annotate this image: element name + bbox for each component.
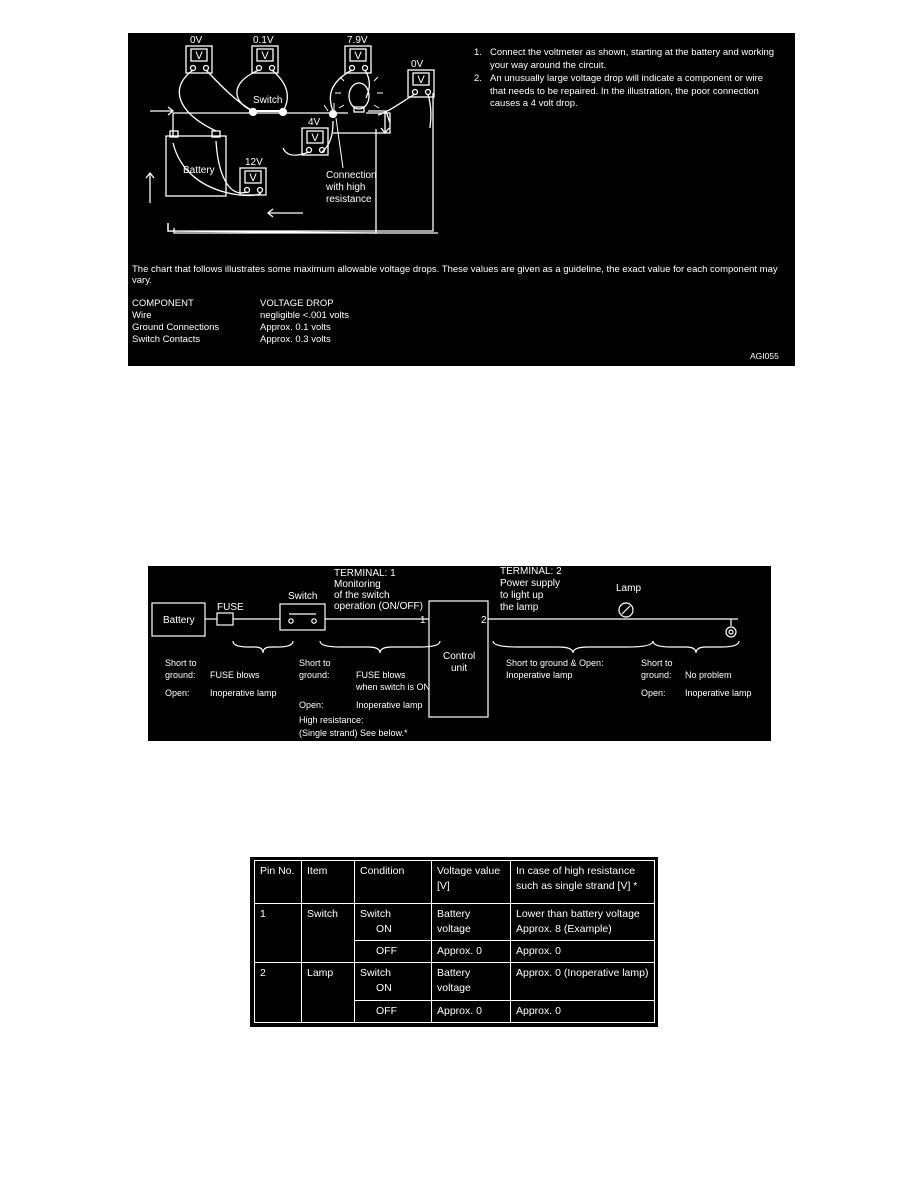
voltmeter-3 xyxy=(345,46,371,73)
header-voltage: Voltage value [V] xyxy=(432,861,511,904)
svg-text:resistance: resistance xyxy=(326,194,372,205)
bulb-icon xyxy=(349,83,369,109)
voltmeter-4 xyxy=(408,70,434,97)
svg-text:with high: with high xyxy=(326,182,366,193)
header-high-resistance: In case of high resistance such as single strand [V] * xyxy=(511,861,655,904)
table-row: OFF Approx. 0 Approx. 0 xyxy=(255,941,655,963)
col-header-drop: VOLTAGE DROP xyxy=(260,298,334,309)
svg-text:Inoperative lamp: Inoperative lamp xyxy=(210,688,277,698)
svg-text:V: V xyxy=(417,74,425,86)
svg-text:High resistance:: High resistance: xyxy=(299,715,364,725)
col-header-component: COMPONENT xyxy=(132,298,194,309)
svg-text:ground:: ground: xyxy=(641,670,672,680)
svg-text:No problem: No problem xyxy=(685,670,732,680)
header-pin: Pin No. xyxy=(255,861,302,904)
header-condition: Condition xyxy=(355,861,432,904)
svg-text:V: V xyxy=(195,50,203,62)
pin-2-label: 2 xyxy=(481,615,487,626)
svg-text:Inoperative lamp: Inoperative lamp xyxy=(506,670,573,680)
svg-text:of the switch: of the switch xyxy=(334,590,390,601)
pin-voltage-table xyxy=(254,860,655,1023)
header-item: Item xyxy=(302,861,355,904)
svg-text:Open:: Open: xyxy=(165,688,190,698)
row-drop: Approx. 0.3 volts xyxy=(260,334,331,345)
step-1-text: Connect the voltmeter as shown, starting at the battery and working your way around the circuit. xyxy=(490,47,775,71)
meter-value-6: 12V xyxy=(245,157,263,168)
figure-code: AGI055 xyxy=(750,351,779,361)
fuse-label: FUSE xyxy=(217,602,244,613)
pin-voltage-table-figure xyxy=(250,857,658,1027)
battery-label: Battery xyxy=(163,615,195,626)
chart-intro-text: The chart that follows illustrates some maximum allowable voltage drops. These values are given as a guideline, the exact value for each component may vary. xyxy=(132,264,778,286)
table-header-row xyxy=(255,861,655,904)
row-component: Switch Contacts xyxy=(132,334,201,345)
svg-text:V: V xyxy=(354,50,362,62)
switch-label: Switch xyxy=(288,591,318,602)
svg-text:Monitoring: Monitoring xyxy=(334,579,381,590)
svg-text:Connection: Connection xyxy=(326,170,377,181)
row-drop: Approx. 0.1 volts xyxy=(260,322,331,333)
switch-label: Switch xyxy=(253,95,283,106)
voltage-drop-figure: V V V V V V 0V 0.1V 7.9V 0V 4V 12V Battery Switch Connection with high resistance 1. Connect the voltmeter as shown, starting at the battery and working your way around the circuit. 2. An unusually large voltage drop will indicate a component or wire that needs to be repaired. In the illustration, the poor connection causes a 4 volt drop. The chart that follows illustrates some maximum allowable voltage drops. These values are given as a guideline, the exact value for each component may vary. COMPONENT VOLTAGE DROP Wire negligible <.001 volts Ground Connections Approx. 0.1 volts Switch Contacts Approx. 0.3 volts AGI055 xyxy=(128,33,795,366)
voltmeter-6 xyxy=(240,168,266,195)
battery-label: Battery xyxy=(183,165,215,176)
poor-connection-point xyxy=(330,111,337,118)
fuse-box xyxy=(217,613,233,625)
row-component: Wire xyxy=(132,310,152,321)
svg-text:the lamp: the lamp xyxy=(500,602,539,613)
svg-text:unit: unit xyxy=(451,663,468,674)
svg-text:Short to ground & Open:: Short to ground & Open: xyxy=(506,658,604,668)
svg-text:Short to: Short to xyxy=(299,658,331,668)
table-row: OFF Approx. 0 Approx. 0 xyxy=(255,1000,655,1022)
svg-text:Open:: Open: xyxy=(299,700,324,710)
svg-text:when switch is ON: when switch is ON xyxy=(356,682,431,692)
meter-value-2: 0.1V xyxy=(253,35,274,46)
svg-text:operation (ON/OFF): operation (ON/OFF) xyxy=(334,601,423,612)
table-row: 1 Switch Switch ON Battery voltage Lower than battery voltage Approx. 8 (Example) xyxy=(255,904,655,941)
svg-text:Inoperative lamp: Inoperative lamp xyxy=(356,700,423,710)
svg-text:TERMINAL: 1: TERMINAL: 1 xyxy=(334,568,396,579)
meter-value-1: 0V xyxy=(190,35,203,46)
svg-text:Open:: Open: xyxy=(641,688,666,698)
table-row: 2 Lamp Switch ON Battery voltage Approx. 0 (Inoperative lamp) xyxy=(255,963,655,1000)
svg-text:V: V xyxy=(311,132,319,144)
voltmeter-2 xyxy=(252,46,278,73)
meter-value-5: 4V xyxy=(308,117,321,128)
svg-text:Control: Control xyxy=(443,651,476,662)
svg-text:Inoperative lamp: Inoperative lamp xyxy=(685,688,752,698)
svg-text:TERMINAL: 2: TERMINAL: 2 xyxy=(500,566,562,577)
svg-text:ground:: ground: xyxy=(165,670,196,680)
pin-1-label: 1 xyxy=(420,615,426,626)
svg-text:to light up: to light up xyxy=(500,590,544,601)
meter-value-3: 7.9V xyxy=(347,35,368,46)
svg-text:Short to: Short to xyxy=(641,658,673,668)
voltmeter-1 xyxy=(186,46,212,73)
step-2-text: An unusually large voltage drop will indicate a component or wire that needs to be repaired. In the illustration, the poor connection causes a 4 volt drop. xyxy=(490,73,764,109)
svg-text:(Single strand) See below.*: (Single strand) See below.* xyxy=(299,728,408,738)
control-unit-diagram xyxy=(148,566,771,741)
row-component: Ground Connections xyxy=(132,322,220,333)
ground-icon xyxy=(726,627,736,637)
lamp-label: Lamp xyxy=(616,583,642,594)
svg-text:V: V xyxy=(249,172,257,184)
control-unit-figure xyxy=(148,566,771,741)
row-drop: negligible <.001 volts xyxy=(260,310,349,321)
svg-text:Power supply: Power supply xyxy=(500,578,561,589)
svg-text:Short to: Short to xyxy=(165,658,197,668)
svg-text:FUSE blows: FUSE blows xyxy=(210,670,260,680)
svg-text:FUSE blows: FUSE blows xyxy=(356,670,406,680)
svg-text:ground:: ground: xyxy=(299,670,330,680)
svg-text:V: V xyxy=(261,50,269,62)
switch-box xyxy=(280,604,325,630)
meter-value-4: 0V xyxy=(411,59,424,70)
